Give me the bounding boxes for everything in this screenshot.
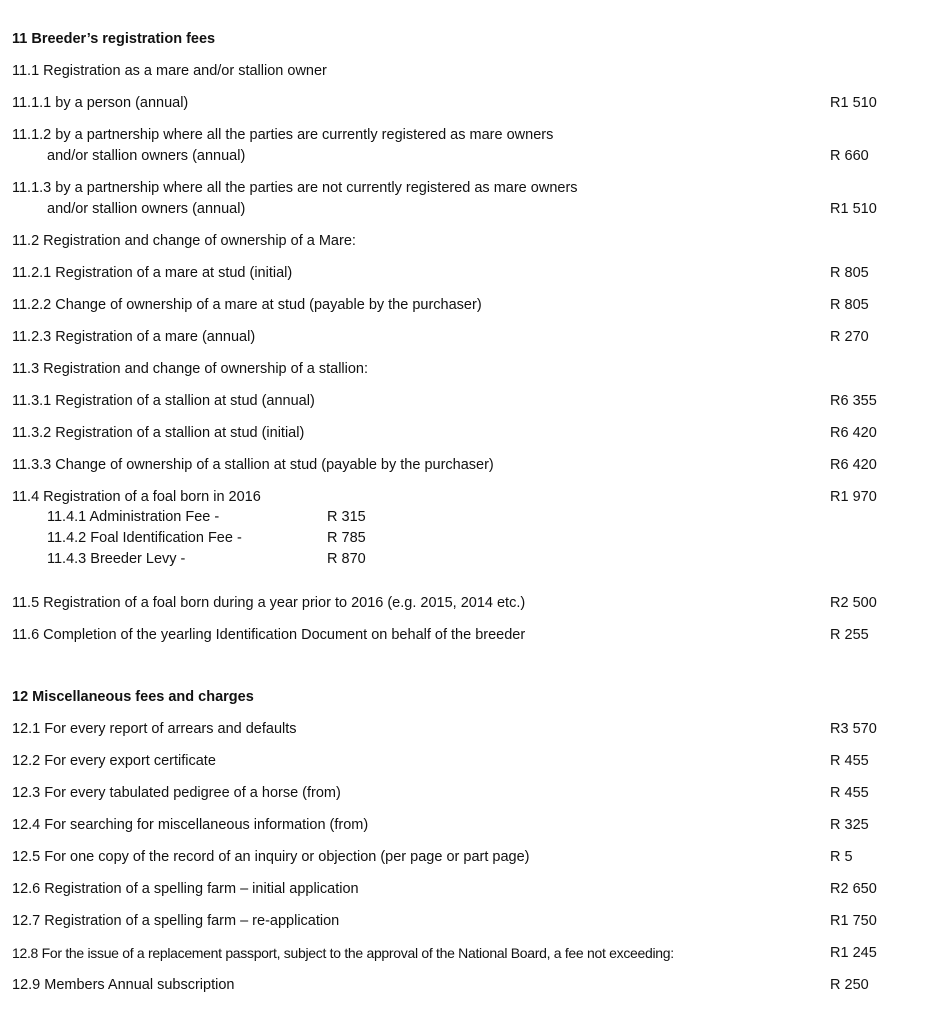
item-12-1-fee: R3 570: [830, 721, 877, 737]
section-12-heading: 12 Miscellaneous fees and charges: [12, 689, 254, 705]
item-12-9-fee: R 250: [830, 977, 869, 993]
item-11-2-1-fee: R 805: [830, 265, 869, 281]
section-11-heading: 11 Breeder’s registration fees: [12, 31, 216, 47]
item-12-4-fee: R 325: [830, 817, 869, 833]
item-11-5-label: 11.5 Registration of a foal born during a year prior to 2016 (e.g. 2015, 2014 etc.): [12, 595, 526, 611]
item-11-2-1-label: 11.2.1 Registration of a mare at stud (initial): [12, 265, 293, 281]
item-11-3-2-label: 11.3.2 Registration of a stallion at stud (initial): [12, 425, 305, 441]
item-11-3-1-fee: R6 355: [830, 393, 877, 409]
item-11-2-3-label: 11.2.3 Registration of a mare (annual): [12, 329, 256, 345]
item-12-5-fee: R 5: [830, 849, 853, 865]
item-12-6-fee: R2 650: [830, 881, 877, 897]
item-12-3-fee: R 455: [830, 785, 869, 801]
item-11-4-3-label: 11.4.3 Breeder Levy -: [47, 551, 186, 567]
item-11-4-2-fee: R 785: [327, 530, 366, 546]
item-11-2-2-label: 11.2.2 Change of ownership of a mare at stud (payable by the purchaser): [12, 297, 482, 313]
item-11-1-1-label: 11.1.1 by a person (annual): [12, 95, 189, 111]
item-11-2-3-fee: R 270: [830, 329, 869, 345]
item-12-2-label: 12.2 For every export certificate: [12, 753, 216, 769]
item-12-2-fee: R 455: [830, 753, 869, 769]
item-11-1-heading: 11.1 Registration as a mare and/or stallion owner: [12, 63, 327, 79]
item-11-1-3-label-cont: and/or stallion owners (annual): [47, 201, 246, 217]
item-11-4-1-fee: R 315: [327, 509, 366, 525]
item-11-4-2-label: 11.4.2 Foal Identification Fee -: [47, 530, 242, 546]
item-11-4-label: 11.4 Registration of a foal born in 2016: [12, 489, 261, 505]
item-12-7-fee: R1 750: [830, 913, 877, 929]
item-12-7-label: 12.7 Registration of a spelling farm – re-application: [12, 913, 340, 929]
item-11-6-fee: R 255: [830, 627, 869, 643]
item-11-1-1-fee: R1 510: [830, 95, 877, 111]
item-11-3-heading: 11.3 Registration and change of ownership of a stallion:: [12, 361, 369, 377]
item-12-5-label: 12.5 For one copy of the record of an inquiry or objection (per page or part page): [12, 849, 530, 865]
item-11-1-2-label-cont: and/or stallion owners (annual): [47, 148, 246, 164]
item-11-2-heading: 11.2 Registration and change of ownership of a Mare:: [12, 233, 356, 249]
item-11-2-2-fee: R 805: [830, 297, 869, 313]
item-11-4-fee: R1 970: [830, 489, 877, 505]
item-11-6-label: 11.6 Completion of the yearling Identification Document on behalf of the breeder: [12, 627, 526, 643]
item-11-3-3-label: 11.3.3 Change of ownership of a stallion at stud (payable by the purchaser): [12, 457, 494, 473]
item-12-8-label: 12.8 For the issue of a replacement passport, subject to the approval of the National Board, a fee not exceeding:: [12, 945, 674, 961]
item-12-9-label: 12.9 Members Annual subscription: [12, 977, 235, 993]
item-11-1-3-fee: R1 510: [830, 201, 877, 217]
item-11-4-3-fee: R 870: [327, 551, 366, 567]
item-11-1-2-label: 11.1.2 by a partnership where all the parties are currently registered as mare owners: [12, 127, 554, 143]
item-12-3-label: 12.3 For every tabulated pedigree of a horse (from): [12, 785, 341, 801]
item-12-4-label: 12.4 For searching for miscellaneous information (from): [12, 817, 369, 833]
item-11-3-3-fee: R6 420: [830, 457, 877, 473]
item-11-1-3-label: 11.1.3 by a partnership where all the parties are not currently registered as mare owners: [12, 180, 578, 196]
item-11-4-1-label: 11.4.1 Administration Fee -: [47, 509, 220, 525]
item-11-3-2-fee: R6 420: [830, 425, 877, 441]
item-11-1-2-fee: R 660: [830, 148, 869, 164]
item-12-1-label: 12.1 For every report of arrears and defaults: [12, 721, 297, 737]
item-11-5-fee: R2 500: [830, 595, 877, 611]
item-11-3-1-label: 11.3.1 Registration of a stallion at stud (annual): [12, 393, 315, 409]
item-12-6-label: 12.6 Registration of a spelling farm – initial application: [12, 881, 359, 897]
item-12-8-fee: R1 245: [830, 945, 877, 961]
